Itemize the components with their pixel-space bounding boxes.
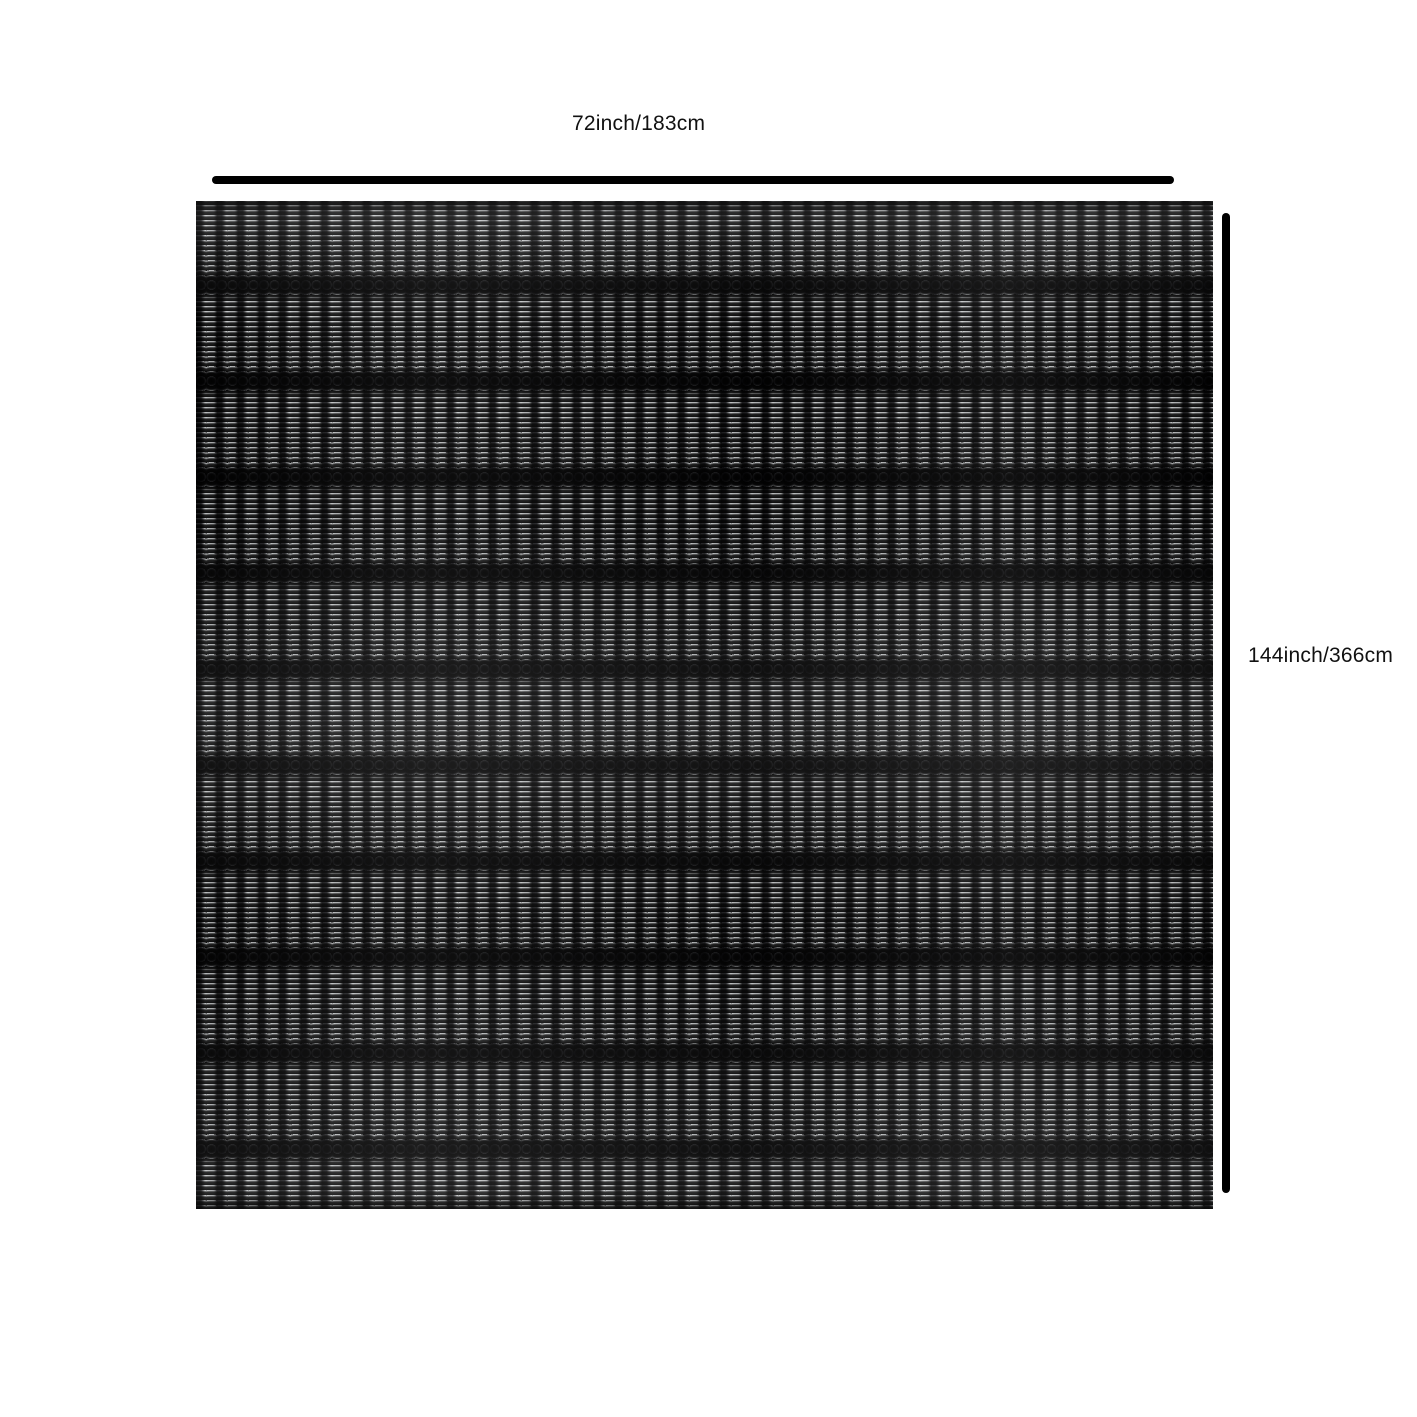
height-dimension-label: 144inch/366cm [1248, 644, 1394, 667]
width-dimension-line [212, 176, 1174, 184]
fabric-bottom-edge [196, 1195, 1213, 1209]
width-dimension-label: 72inch/183cm [572, 112, 706, 135]
fabric-top-edge [196, 201, 1213, 215]
fabric-knot-stitches [196, 201, 1213, 1209]
shade-cloth-swatch [196, 201, 1213, 1209]
height-dimension-line [1222, 213, 1230, 1193]
